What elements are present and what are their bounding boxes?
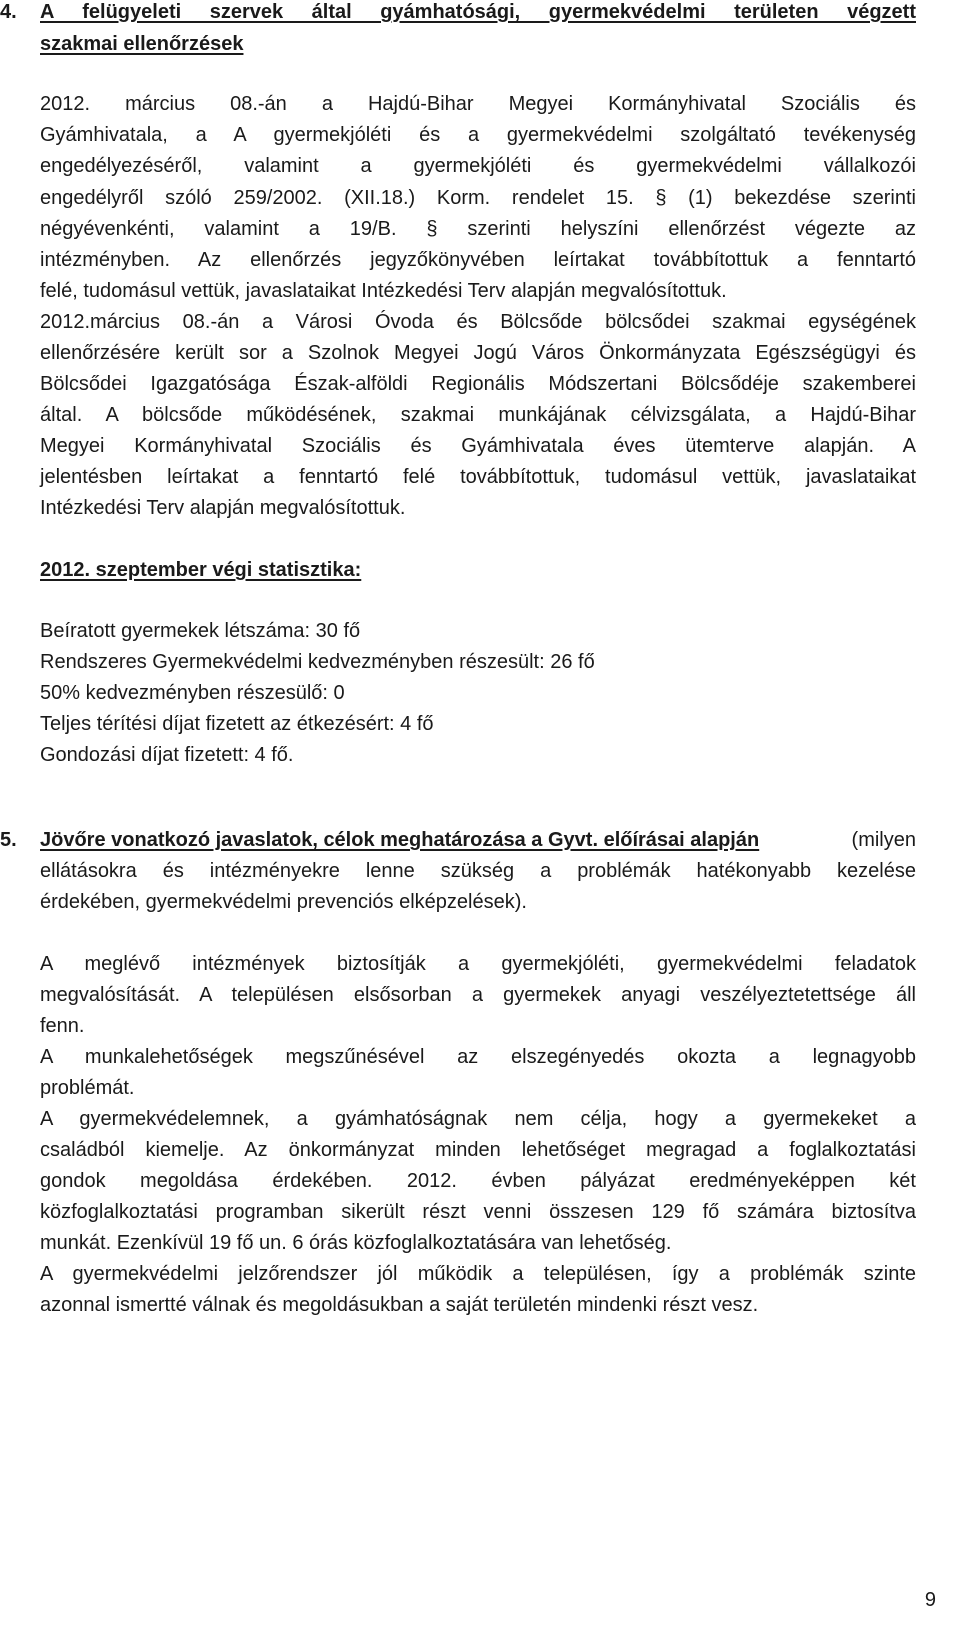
section-4-title-line1: A felügyeleti szervek által gyámhatósági, gyermekvédelmi területen végzett	[40, 1, 916, 23]
paragraph-line: Bölcsődei Igazgatósága Észak-alföldi Regionális Módszertani Bölcsődéje szakemberei	[40, 373, 916, 395]
paragraph-line: közfoglalkoztatási programban sikerült részt venni összesen 129 fő számára biztosítva	[40, 1201, 916, 1223]
statistics-item: Teljes térítési díjat fizetett az étkezésért: 4 fő	[40, 713, 434, 735]
section-4-title-line2: szakmai ellenőrzések	[40, 33, 244, 55]
section-4-number: 4.	[0, 1, 17, 23]
paragraph-line: engedélyezéséről, valamint a gyermekjóléti és gyermekvédelmi vállalkozói	[40, 155, 916, 177]
paragraph-line: családból kiemelje. Az önkormányzat minden lehetőséget megragad a foglalkoztatási	[40, 1139, 916, 1161]
paragraph-line: engedélyről szóló 259/2002. (XII.18.) Korm. rendelet 15. § (1) bekezdése szerinti	[40, 187, 916, 209]
paragraph-line: problémát.	[40, 1077, 135, 1099]
page-number: 9	[924, 1589, 936, 1611]
section-5-number: 5.	[0, 829, 17, 851]
paragraph-line: fenn.	[40, 1015, 85, 1037]
statistics-item: Beíratott gyermekek létszáma: 30 fő	[40, 620, 361, 642]
paragraph-line: gondok megoldása érdekében. 2012. évben pályázat eredményeképpen két	[40, 1170, 916, 1192]
paragraph-line: által. A bölcsőde működésének, szakmai munkájának célvizsgálata, a Hajdú-Bihar	[40, 404, 916, 426]
paragraph-line: Megyei Kormányhivatal Szociális és Gyámhivatala éves ütemterve alapján. A	[40, 435, 916, 457]
paragraph-line: munkát. Ezenkívül 19 fő un. 6 órás közfoglalkoztatására van lehetőség.	[40, 1232, 672, 1254]
statistics-item: Rendszeres Gyermekvédelmi kedvezményben részesült: 26 fő	[40, 651, 595, 673]
paragraph-line: 2012. március 08.-án a Hajdú-Bihar Megyei Kormányhivatal Szociális és	[40, 93, 916, 115]
paragraph-line: 2012.március 08.-án a Városi Óvoda és Bölcsőde bölcsődei szakmai egységének	[40, 311, 916, 333]
section-5-title-line1	[40, 826, 916, 854]
statistics-heading: 2012. szeptember végi statisztika:	[40, 559, 362, 581]
paragraph-line: jelentésben leírtakat a fenntartó felé továbbítottuk, tudomásul vettük, javaslataikat	[40, 466, 916, 488]
section-5-title-line3: érdekében, gyermekvédelmi prevenciós elképzelések).	[40, 891, 527, 913]
paragraph-line: azonnal ismertté válnak és megoldásukban a saját területén mindenki részt vesz.	[40, 1294, 759, 1316]
paragraph-line: Gyámhivatala, a A gyermekjóléti és a gyermekvédelmi szolgáltató tevékenység	[40, 124, 916, 146]
statistics-item: 50% kedvezményben részesülő: 0	[40, 682, 345, 704]
paragraph-line: A munkalehetőségek megszűnésével az elszegényedés okozta a legnagyobb	[40, 1046, 916, 1068]
paragraph-line: felé, tudomásul vettük, javaslataikat Intézkedési Terv alapján megvalósítottuk.	[40, 280, 727, 302]
paragraph-line: négyévenkénti, valamint a 19/B. § szerinti helyszíni ellenőrzést végezte az	[40, 218, 916, 240]
section-5-title-bold: Jövőre vonatkozó javaslatok, célok meghatározása a Gyvt. előírásai alapján	[40, 829, 760, 851]
paragraph-line: A gyermekvédelmi jelzőrendszer jól működik a településen, így a problémák szinte	[40, 1263, 916, 1285]
statistics-item: Gondozási díjat fizetett: 4 fő.	[40, 744, 294, 766]
paragraph-line: megvalósítását. A településen elsősorban a gyermekek anyagi veszélyeztetettsége áll	[40, 984, 916, 1006]
paragraph-line: A gyermekvédelemnek, a gyámhatóságnak nem célja, hogy a gyermekeket a	[40, 1108, 916, 1130]
paragraph-line: Intézkedési Terv alapján megvalósítottuk.	[40, 497, 406, 519]
paragraph-line: ellenőrzésére került sor a Szolnok Megyei Jogú Város Önkormányzata Egészségügyi és	[40, 342, 916, 364]
paragraph-line: intézményben. Az ellenőrzés jegyzőkönyvében leírtakat továbbítottuk a fenntartó	[40, 249, 916, 271]
section-5-title-rest: (milyen	[851, 829, 916, 851]
section-5-title-line2: ellátásokra és intézményekre lenne szükség a problémák hatékonyabb kezelése	[40, 860, 916, 882]
paragraph-line: A meglévő intézmények biztosítják a gyermekjóléti, gyermekvédelmi feladatok	[40, 953, 916, 975]
